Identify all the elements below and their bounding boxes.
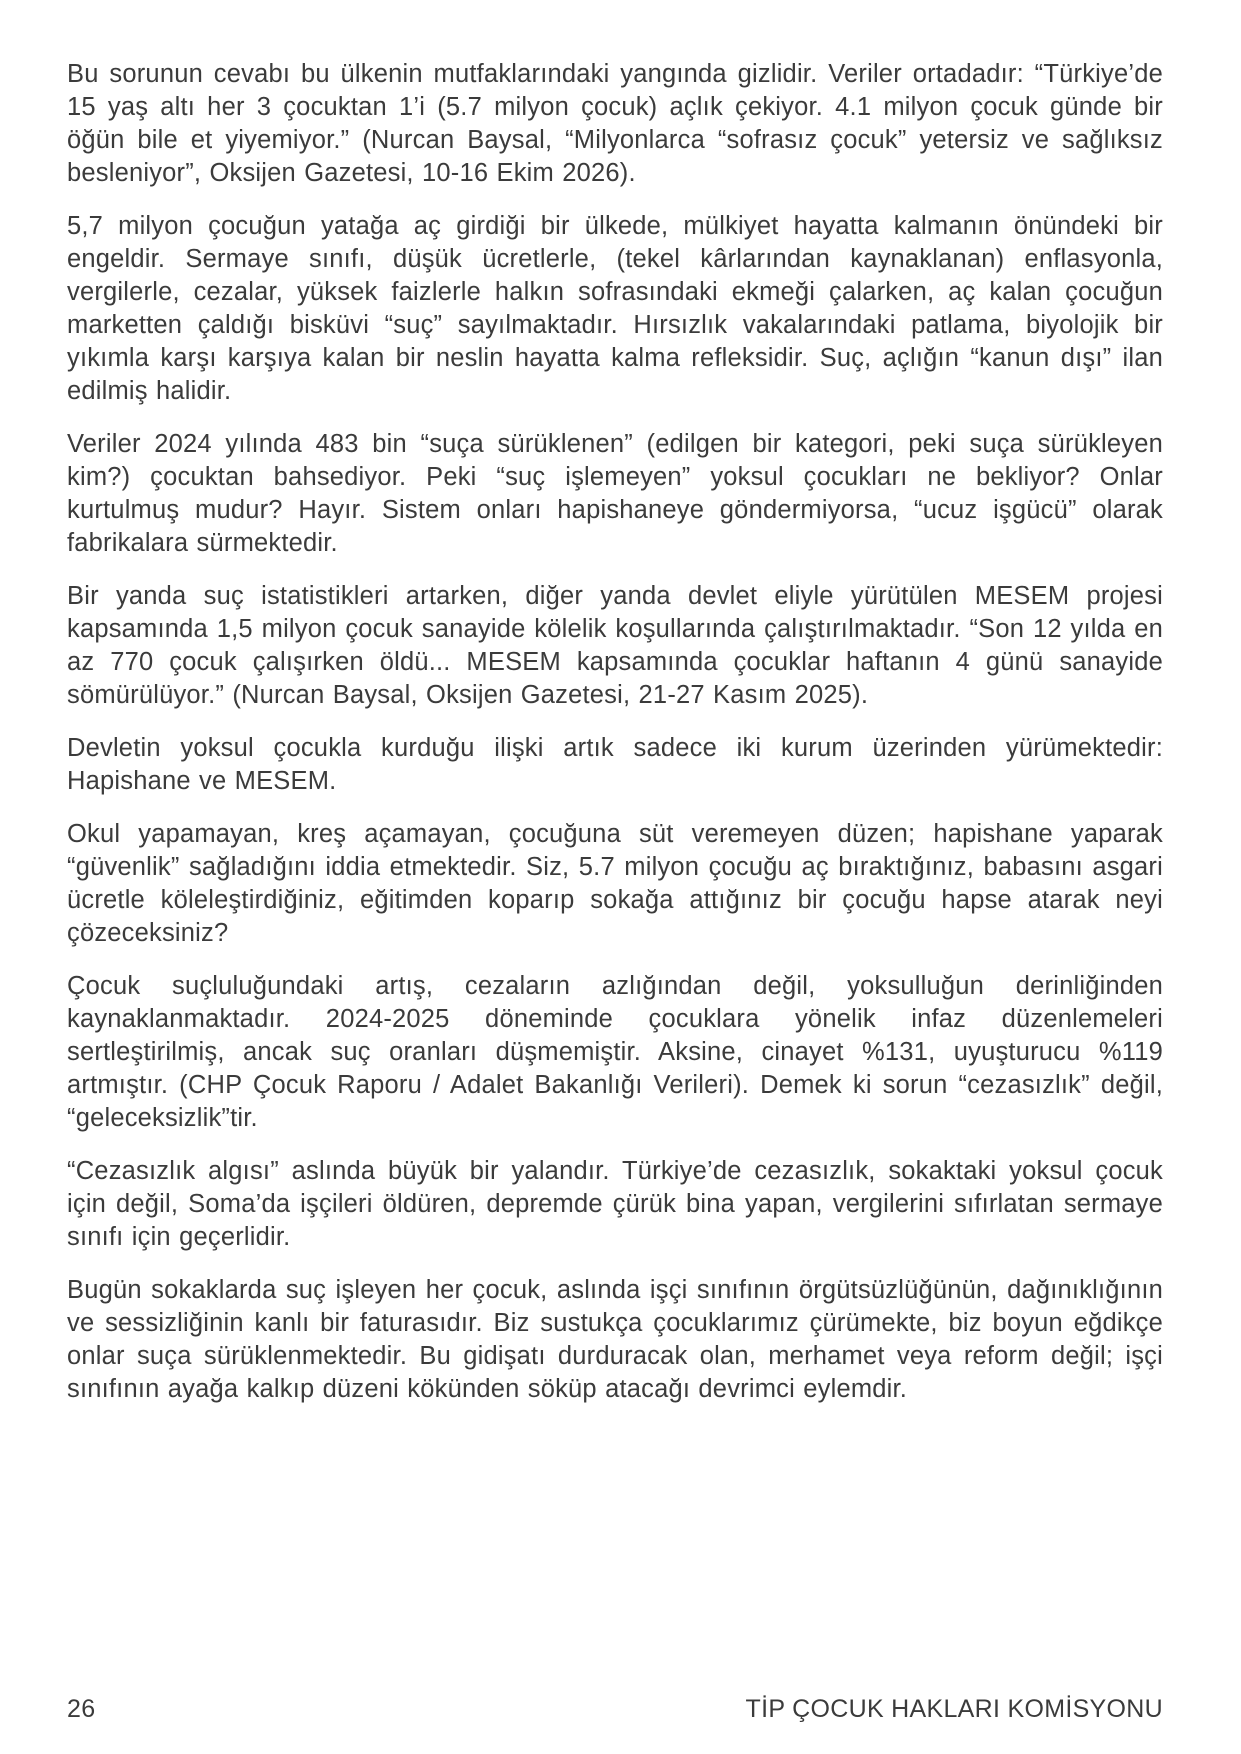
paragraph-6: Okul yapamayan, kreş açamayan, çocuğuna süt veremeyen düzen; hapishane yaparak “güvenlik” sağladığını iddia etmektedir. Siz, 5.7 milyon çocuğu aç bıraktığınız, babasını asgari ücretle köleleştirdiğiniz, eğitimden koparıp sokağa attığınız bir çocuğu hapse atarak neyi çözeceksiniz? [67, 820, 1163, 947]
page-footer [67, 1695, 1163, 1724]
paragraph-9: Bugün sokaklarda suç işleyen her çocuk, aslında işçi sınıfının örgütsüzlüğünün, dağınıklığının ve sessizliğinin kanlı bir faturasıdır. Biz sustukça çocuklarımız çürümekte, biz boyun eğdikçe onlar suça sürüklenmektedir. Bu gidişatı durduracak olan, merhamet veya reform değil; işçi sınıfının ayağa kalkıp düzeni kökünden söküp atacağı devrimci eylemdir. [67, 1276, 1163, 1403]
page-number: 26 [67, 1695, 96, 1723]
paragraph-8: “Cezasızlık algısı” aslında büyük bir yalandır. Türkiye’de cezasızlık, sokaktaki yoksul çocuk için değil, Soma’da işçileri öldüren, depremde çürük bina yapan, vergilerini sıfırlatan sermaye sınıfı için geçerlidir. [67, 1157, 1163, 1251]
footer-org-title: TİP ÇOCUK HAKLARI KOMİSYONU [745, 1695, 1163, 1723]
paragraph-5: Devletin yoksul çocukla kurduğu ilişki artık sadece iki kurum üzerinden yürümektedir: Hapishane ve MESEM. [67, 734, 1163, 795]
paragraph-7: Çocuk suçluluğundaki artış, cezaların azlığından değil, yoksulluğun derinliğinden kaynaklanmaktadır. 2024-2025 döneminde çocuklara yönelik infaz düzenlemeleri sertleştirilmiş, ancak suç oranları düşmemiştir. Aksine, cinayet %131, uyuşturucu %119 artmıştır. (CHP Çocuk Raporu / Adalet Bakanlığı Verileri). Demek ki sorun “cezasızlık” değil, “geleceksizlik”tir. [67, 972, 1163, 1132]
paragraph-2: 5,7 milyon çocuğun yatağa aç girdiği bir ülkede, mülkiyet hayatta kalmanın önündeki bir engeldir. Sermaye sınıfı, düşük ücretlerle, (tekel kârlarından kaynaklanan) enflasyonla, vergilerle, cezalar, yüksek faizlerle halkın sofrasındaki ekmeği çalarken, aç kalan çocuğun marketten çaldığı bisküvi “suç” sayılmaktadır. Hırsızlık vakalarındaki patlama, biyolojik bir yıkımla karşı karşıya kalan bir neslin hayatta kalma refleksidir. Suç, açlığın “kanun dışı” ilan edilmiş halidir. [67, 212, 1163, 405]
page-body [67, 58, 1163, 1426]
paragraph-4: Bir yanda suç istatistikleri artarken, diğer yanda devlet eliyle yürütülen MESEM projesi kapsamında 1,5 milyon çocuk sanayide kölelik koşullarında çalıştırılmaktadır. “Son 12 yılda en az 770 çocuk çalışırken öldü... MESEM kapsamında çocuklar haftanın 4 günü sanayide sömürülüyor.” (Nurcan Baysal, Oksijen Gazetesi, 21-27 Kasım 2025). [67, 582, 1163, 709]
paragraph-3: Veriler 2024 yılında 483 bin “suça sürüklenen” (edilgen bir kategori, peki suça sürükleyen kim?) çocuktan bahsediyor. Peki “suç işlemeyen” yoksul çocukları ne bekliyor? Onlar kurtulmuş mudur? Hayır. Sistem onları hapishaneye göndermiyorsa, “ucuz işgücü” olarak fabrikalara sürmektedir. [67, 430, 1163, 557]
paragraph-1: Bu sorunun cevabı bu ülkenin mutfaklarındaki yangında gizlidir. Veriler ortadadır: “Türkiye’de 15 yaş altı her 3 çocuktan 1’i (5.7 milyon çocuk) açlık çekiyor. 4.1 milyon çocuk günde bir öğün bile et yiyemiyor.” (Nurcan Baysal, “Milyonlarca “sofrasız çocuk” yetersiz ve sağlıksız besleniyor”, Oksijen Gazetesi, 10-16 Ekim 2026). [67, 60, 1163, 187]
